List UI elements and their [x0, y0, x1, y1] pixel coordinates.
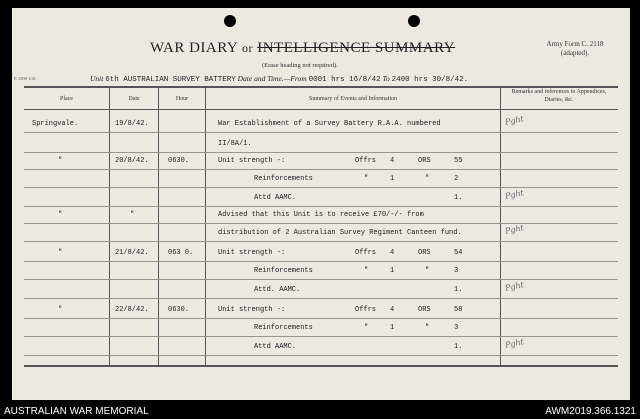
printer-mark: E 1508 1/41: [14, 76, 36, 81]
form-reference: [535, 40, 615, 58]
table-bottom-rule: [24, 365, 618, 367]
offrs-count: 1: [390, 267, 395, 275]
offrs-label: Offrs: [355, 306, 377, 314]
column-header-place: Place: [60, 96, 73, 102]
date-cell: 22/8/42.: [115, 306, 149, 314]
ors-label: ": [425, 324, 430, 332]
hour-cell: 0630.: [168, 306, 190, 314]
remarks-initial: Pght: [504, 114, 525, 127]
offrs-label: ": [364, 324, 369, 332]
row-rule: [24, 187, 618, 188]
summary-cell: II/8A/1.: [218, 140, 252, 148]
row-rule: [24, 169, 618, 170]
title-struck: INTELLIGENCE SUMMARY: [257, 40, 456, 56]
footer-left: AUSTRALIAN WAR MEMORIAL: [4, 406, 149, 417]
row-rule: [24, 241, 618, 242]
offrs-count: 4: [390, 306, 395, 314]
offrs-label: ": [364, 267, 369, 275]
offrs-count: 4: [390, 249, 395, 257]
ors-label: ": [425, 267, 430, 275]
ors-count: 58: [454, 306, 463, 314]
title-main: WAR DIARY: [150, 40, 238, 56]
offrs-count: 4: [390, 157, 395, 165]
ors-count: 3: [454, 324, 459, 332]
form-reference-line2: (adapted).: [560, 49, 590, 57]
row-rule: [24, 261, 618, 262]
row-rule: [24, 132, 618, 133]
row-rule: [24, 223, 618, 224]
column-header-remarks: Remarks and references to Appendices, Diaries, &c.: [511, 89, 607, 103]
date-time-label: Date and Time.—From: [237, 74, 307, 83]
column-header-hour: Hour: [175, 96, 189, 102]
ors-count: 1.: [454, 343, 463, 351]
date-cell: ": [130, 211, 135, 219]
date-to: 2400 hrs 30/8/42.: [391, 76, 469, 84]
summary-cell: War Establishment of a Survey Battery R.A.A. numbered: [218, 120, 441, 128]
place-cell: ": [58, 249, 63, 257]
unit-prefix: Unit: [90, 74, 104, 83]
summary-cell: Reinforcements: [254, 175, 313, 183]
subtitle: (Erase heading not required).: [262, 62, 338, 69]
row-rule: [24, 279, 618, 280]
ors-count: 2: [454, 175, 459, 183]
page-title: [150, 40, 455, 57]
unit-line: [90, 74, 468, 84]
row-rule: [24, 355, 618, 356]
date-cell: 21/8/42.: [115, 249, 149, 257]
offrs-label: Offrs: [355, 157, 377, 165]
summary-cell: Attd AAMC.: [254, 194, 297, 202]
row-rule: [24, 152, 618, 153]
remarks-initial: Pght: [504, 188, 525, 201]
row-rule: [24, 206, 618, 207]
offrs-label: ": [364, 175, 369, 183]
offrs-count: 1: [390, 175, 395, 183]
summary-cell: Reinforcements: [254, 324, 313, 332]
summary-cell: Attd AAMC.: [254, 343, 297, 351]
summary-cell: Unit strength -:: [218, 249, 286, 257]
unit-name: 6th AUSTRALIAN SURVEY BATTERY: [105, 76, 236, 84]
place-cell: Springvale.: [32, 120, 79, 128]
ors-label: ORS: [418, 306, 431, 314]
footer-right: AWM2019.366.1321: [545, 406, 636, 417]
column-divider: [158, 86, 159, 366]
remarks-initial: Pght: [504, 280, 525, 293]
place-cell: ": [58, 306, 63, 314]
ors-label: ": [425, 175, 430, 183]
hour-cell: 0630.: [168, 157, 190, 165]
offrs-count: 1: [390, 324, 395, 332]
form-reference-line1: Army Form C. 2118: [546, 40, 604, 48]
offrs-label: Offrs: [355, 249, 377, 257]
column-divider: [205, 86, 206, 366]
ors-count: 55: [454, 157, 463, 165]
ors-label: ORS: [418, 157, 431, 165]
column-header-summary: Summary of Events and Information: [309, 96, 397, 102]
punch-hole-right: [408, 15, 420, 27]
ors-count: 3: [454, 267, 459, 275]
summary-cell: Reinforcements: [254, 267, 313, 275]
summary-cell: Attd. AAMC.: [254, 286, 301, 294]
ors-count: 54: [454, 249, 463, 257]
remarks-initial: Pght: [504, 337, 525, 350]
row-rule: [24, 298, 618, 299]
title-or: or: [241, 41, 253, 55]
date-cell: 19/8/42.: [115, 120, 149, 128]
table-header-rule: [24, 109, 618, 110]
date-cell: 20/8/42.: [115, 157, 149, 165]
to-label: To: [382, 74, 390, 83]
summary-cell: Unit strength -:: [218, 157, 286, 165]
summary-cell: distribution of 2 Australian Survey Regiment Canteen fund.: [218, 229, 462, 237]
date-from: 0001 hrs 16/8/42: [308, 76, 381, 84]
remarks-initial: Pght: [504, 223, 525, 236]
place-cell: ": [58, 211, 63, 219]
punch-hole-left: [224, 15, 236, 27]
ors-count: 1.: [454, 286, 463, 294]
summary-cell: Unit strength -:: [218, 306, 286, 314]
summary-cell: Advised that this Unit is to receive £70/-/- from: [218, 211, 424, 219]
column-divider: [109, 86, 110, 366]
row-rule: [24, 318, 618, 319]
row-rule: [24, 336, 618, 337]
column-divider: [500, 86, 501, 366]
ors-label: ORS: [418, 249, 431, 257]
column-header-date: Date: [128, 96, 140, 102]
ors-count: 1.: [454, 194, 463, 202]
place-cell: ": [58, 157, 63, 165]
hour-cell: 063 0.: [168, 249, 194, 257]
